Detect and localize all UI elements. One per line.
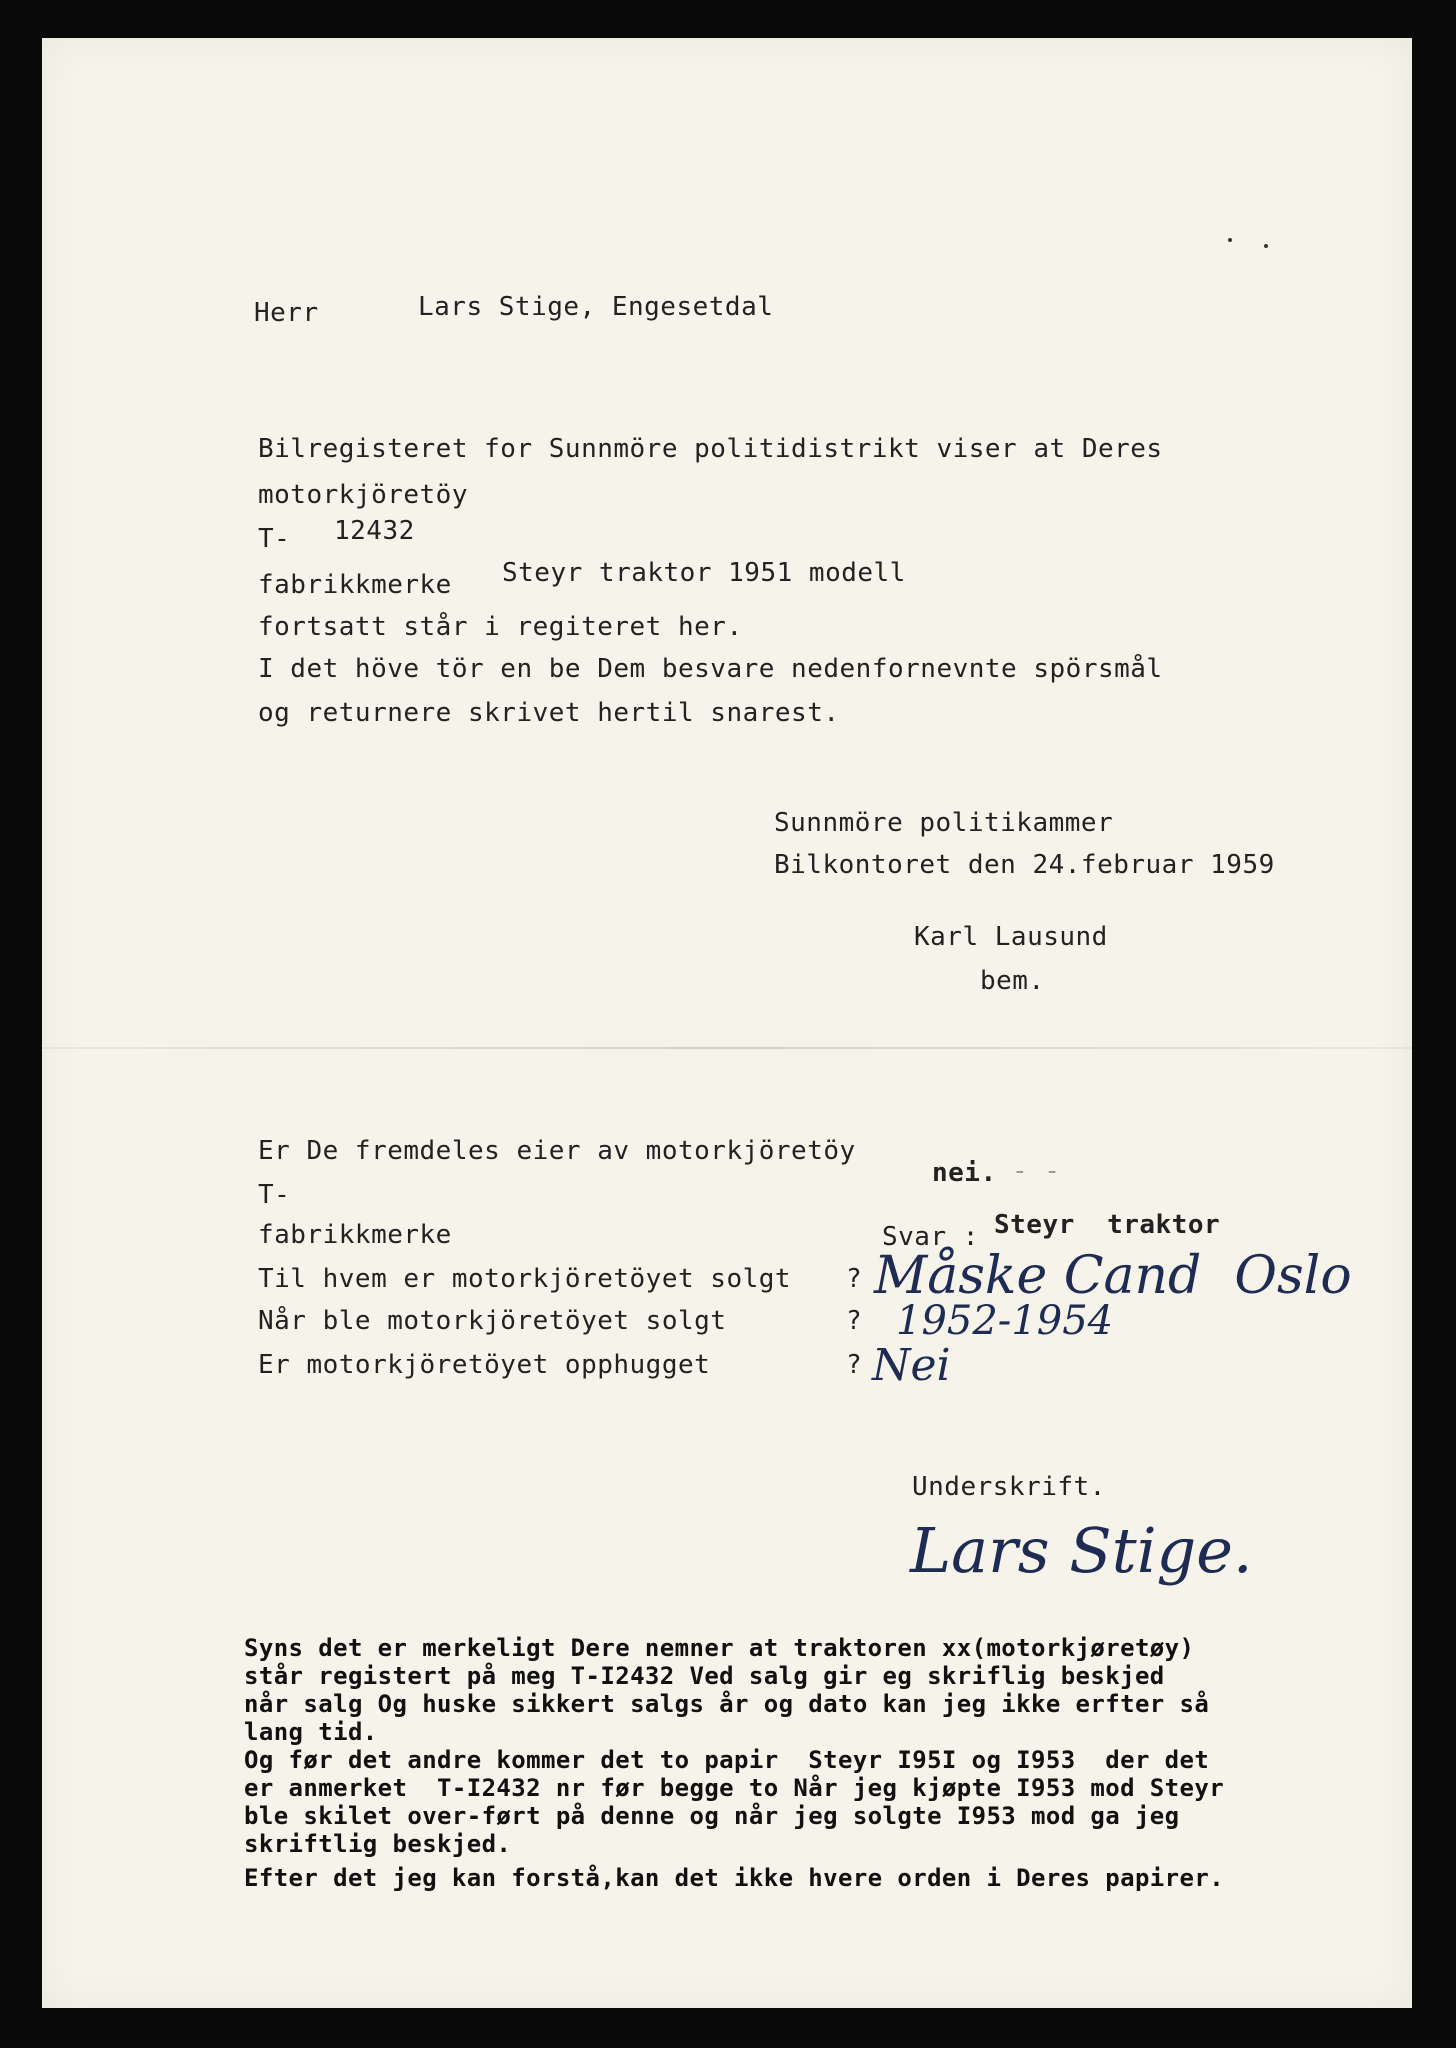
body-line: motorkjöretöy — [258, 480, 468, 510]
reg-number: 12432 — [334, 516, 415, 546]
signer-name: Karl Lausund — [914, 922, 1108, 952]
make-value: Steyr traktor 1951 modell — [502, 558, 906, 588]
reply-line: er anmerket T-I2432 nr før begge to Når jeg kjøpte I953 mod Steyr — [244, 1774, 1225, 1802]
date-line: Bilkontoret den 24.februar 1959 — [774, 850, 1275, 880]
signature-label: Underskrift. — [912, 1472, 1106, 1502]
question-sold-date: Når ble motorkjöretöyet solgt — [258, 1306, 727, 1336]
answer-owner-dashes: - - — [1012, 1156, 1061, 1186]
body-line: og returnere skrivet hertil snarest. — [258, 698, 840, 728]
question-buyer: Til hvem er motorkjöretöyet solgt — [258, 1264, 792, 1294]
reply-line: står registert på meg T-I2432 Ved salg gir eg skriflig beskjed — [244, 1662, 1165, 1690]
answer-scrapped-handwritten: Nei — [872, 1340, 951, 1391]
reply-line: Syns det er merkeligt Dere nemner at traktoren xx(motorkjøretøy) — [244, 1634, 1195, 1662]
make-label: fabrikkmerke — [258, 570, 452, 600]
office-name: Sunnmöre politikammer — [774, 808, 1114, 838]
question-mark: ? — [846, 1350, 863, 1380]
body-line: fortsatt står i regiteret her. — [258, 612, 743, 642]
signature-handwritten: Lars Stige. — [910, 1514, 1253, 1587]
question-reg: T- — [258, 1180, 291, 1210]
recipient: Lars Stige, Engesetdal — [418, 292, 774, 322]
reg-prefix: T- — [258, 524, 291, 554]
answer-make: Steyr traktor — [994, 1210, 1221, 1240]
answer-owner: nei. — [932, 1158, 997, 1188]
reply-line: ble skilet over-ført på denne og når jeg solgte I953 mod ga jeg — [244, 1802, 1180, 1830]
fold-line — [42, 1047, 1412, 1049]
question-scrapped: Er motorkjöretöyet opphugget — [258, 1350, 711, 1380]
salutation: Herr — [254, 298, 319, 328]
svar-label: Svar : — [882, 1222, 979, 1252]
answer-sold-date-handwritten: 1952-1954 — [896, 1298, 1114, 1344]
question-make: fabrikkmerke — [258, 1220, 452, 1250]
speck — [1264, 244, 1268, 248]
reply-line: Efter det jeg kan forstå,kan det ikke hvere orden i Deres papirer. — [244, 1864, 1225, 1892]
body-line: Bilregisteret for Sunnmöre politidistrikt viser at Deres — [258, 434, 1163, 464]
speck — [1228, 238, 1232, 242]
question-owner: Er De fremdeles eier av motorkjöretöy — [258, 1136, 856, 1166]
question-mark: ? — [846, 1306, 863, 1336]
body-line: I det höve tör en be Dem besvare nedenfornevnte spörsmål — [258, 654, 1163, 684]
question-mark: ? — [846, 1264, 863, 1294]
reply-line: når salg Og huske sikkert salgs år og dato kan jeg ikke erfter så — [244, 1690, 1210, 1718]
answer-buyer-handwritten: Måske Cand Oslo — [874, 1246, 1352, 1306]
reply-line: lang tid. — [244, 1718, 378, 1746]
signer-title: bem. — [980, 966, 1045, 996]
reply-line: skriftlig beskjed. — [244, 1830, 512, 1858]
reply-line: Og før det andre kommer det to papir Steyr I95I og I953 der det — [244, 1746, 1210, 1774]
